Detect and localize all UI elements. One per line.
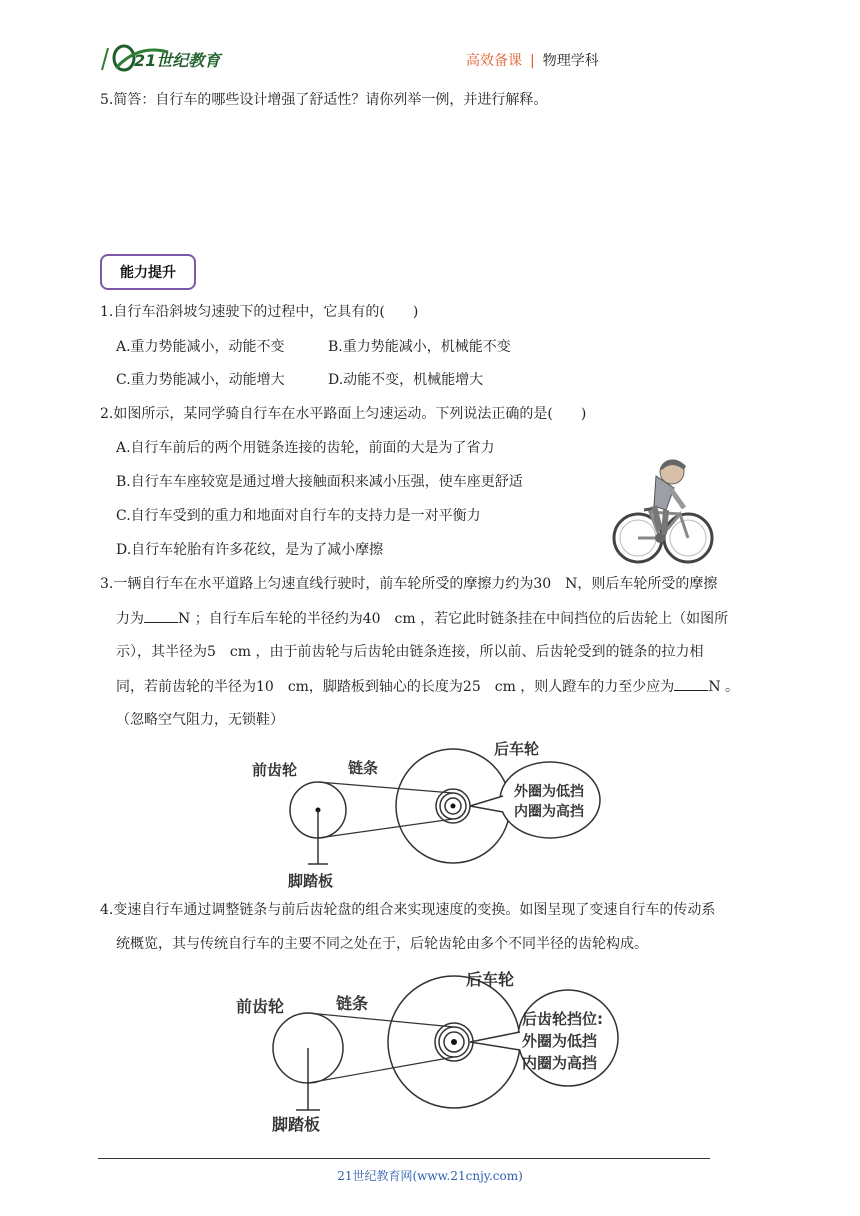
problem-3-text: 同，若前齿轮的半径为10 cm，脚踏板到轴心的长度为25 cm ，则人蹬车的力至少应为	[116, 679, 675, 695]
logo-text: 21世纪教育	[134, 51, 221, 70]
label-rear-wheel: 后车轮	[466, 970, 515, 989]
problem-4-line-2: 统概览，其与传统自行车的主要不同之处在于，后轮齿轮由多个不同半径的齿轮构成。	[116, 936, 648, 952]
problem-1-option-d: D.动能不变，机械能增大	[328, 372, 484, 388]
problem-2-option-d: D.自行车轮胎有许多花纹，是为了减小摩擦	[116, 542, 384, 558]
problem-1-option-c: C.重力势能减小，动能增大	[116, 372, 285, 388]
label-front-gear: 前齿轮	[252, 761, 298, 779]
footer-link[interactable]: 21世纪教育网(www.21cnjy.com)	[337, 1169, 523, 1183]
problem-1-stem: 1.自行车沿斜坡匀速驶下的过程中，它具有的( )	[100, 304, 419, 320]
bubble-line-1: 外圈为低挡	[514, 784, 584, 800]
problem-3-text: 力为	[116, 611, 144, 627]
answer-blank-1[interactable]	[144, 608, 178, 623]
problem-3-line-3: 示），其半径为5 cm ，由于前齿轮与后齿轮由链条连接，所以前、后齿轮受到的链条的拉力相	[116, 644, 704, 660]
label-pedal: 脚踏板	[272, 1115, 321, 1134]
bubble-line-3: 内圈为高挡	[522, 1054, 598, 1072]
answer-blank-2[interactable]	[674, 676, 708, 691]
footer-divider	[98, 1158, 710, 1159]
header-tagline	[466, 50, 599, 70]
problem-3-text: N ；自行车后车轮的半径约为40 cm ，若它此时链条挂在中间挡位的后齿轮上（如图所	[178, 611, 729, 627]
label-pedal: 脚踏板	[288, 872, 334, 890]
problem-1-option-a: A.重力势能减小，动能不变	[116, 339, 285, 355]
problem-2-option-a: A.自行车前后的两个用链条连接的齿轮，前面的大是为了省力	[116, 440, 495, 456]
problem-4-line-1: 4.变速自行车通过调整链条与前后齿轮盘的组合来实现速度的变换。如图呈现了变速自行车的传动系	[100, 902, 716, 918]
problem-3-line-1: 3.一辆自行车在水平道路上匀速直线行驶时，前车轮所受的摩擦力约为30 N，则后车轮所受的摩擦	[100, 576, 718, 592]
section-title: 能力提升	[100, 254, 196, 290]
bubble-line-1: 后齿轮挡位:	[522, 1010, 603, 1028]
brand-label: 高效备课	[466, 53, 522, 69]
problem-3-line-4	[116, 676, 739, 697]
label-rear-wheel: 后车轮	[494, 740, 540, 758]
label-chain: 链条	[348, 759, 379, 777]
bubble-line-2: 外圈为低挡	[522, 1032, 598, 1050]
header-separator: |	[530, 53, 535, 69]
subject-label: 物理学科	[542, 53, 599, 69]
problem-3-line-2	[116, 608, 728, 629]
problem-2-option-b: B.自行车车座较宽是通过增大接触面积来减小压强，使车座更舒适	[116, 474, 523, 490]
bubble-line-2: 内圈为高挡	[514, 804, 584, 820]
problem-3-text: N 。	[708, 679, 740, 695]
problem-2-stem: 2.如图所示，某同学骑自行车在水平路面上匀速运动。下列说法正确的是( )	[100, 406, 587, 422]
problem-3-line-5: （忽略空气阻力，无锁鞋）	[116, 712, 284, 728]
problem-1-option-b: B.重力势能减小，机械能不变	[328, 339, 511, 355]
gear-diagram-2	[230, 964, 630, 1140]
question-5: 5.简答：自行车的哪些设计增强了舒适性？请你列举一例，并进行解释。	[100, 92, 548, 108]
cyclist-illustration	[604, 448, 714, 568]
label-front-gear: 前齿轮	[236, 997, 285, 1016]
logo-icon	[98, 40, 224, 74]
gear-diagram-1	[250, 734, 620, 894]
label-chain: 链条	[336, 994, 369, 1013]
problem-2-option-c: C.自行车受到的重力和地面对自行车的支持力是一对平衡力	[116, 508, 481, 524]
